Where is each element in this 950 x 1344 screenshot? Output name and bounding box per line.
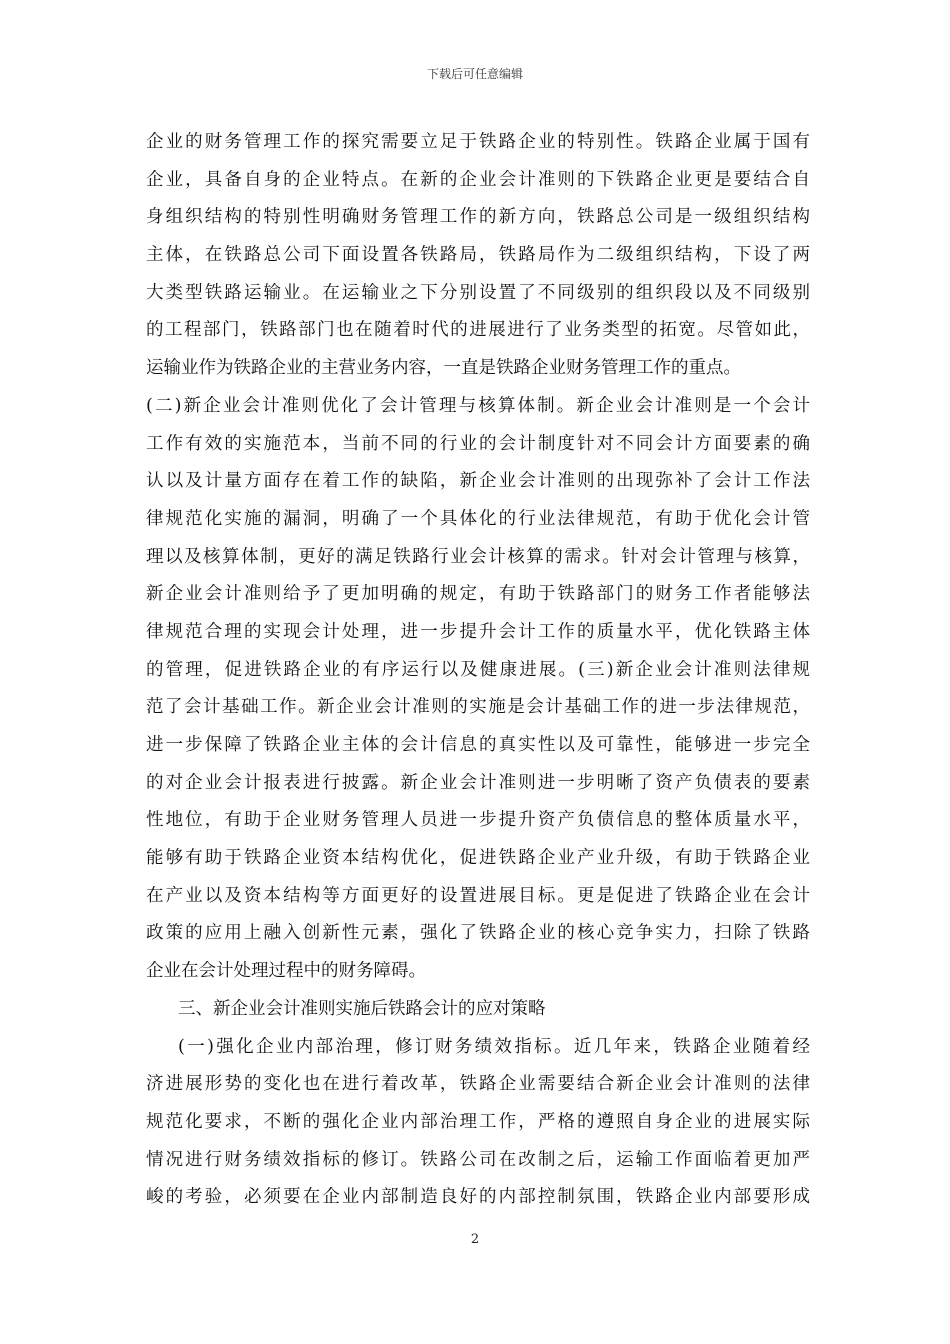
- body-line: 认以及计量方面存在着工作的缺陷，新企业会计准则的出现弥补了会计工作法: [146, 471, 810, 492]
- page-number: 2: [470, 1232, 480, 1247]
- body-line: 理以及核算体制，更好的满足铁路行业会计核算的需求。针对会计管理与核算，: [146, 546, 810, 567]
- document-body: [146, 124, 810, 1217]
- body-line: 性地位，有助于企业财务管理人员进一步提升资产负债信息的整体质量水平，: [146, 810, 810, 831]
- body-line: (一)强化企业内部治理，修订财务绩效指标。近几年来，铁路企业随着经: [178, 1036, 810, 1057]
- body-line: 企业，具备自身的企业特点。在新的企业会计准则的下铁路企业更是要结合自: [146, 169, 810, 190]
- body-line: 的工程部门，铁路部门也在随着时代的进展进行了业务类型的拓宽。尽管如此，: [146, 320, 810, 341]
- body-line: 新企业会计准则给予了更加明确的规定，有助于铁路部门的财务工作者能够法: [146, 584, 810, 605]
- body-line: 大类型铁路运输业。在运输业之下分别设置了不同级别的组织段以及不同级别: [146, 282, 810, 303]
- body-line: 范了会计基础工作。新企业会计准则的实施是会计基础工作的进一步法律规范，: [146, 697, 810, 718]
- body-line: 能够有助于铁路企业资本结构优化，促进铁路企业产业升级，有助于铁路企业: [146, 848, 810, 869]
- body-line: 在产业以及资本结构等方面更好的设置进展目标。更是促进了铁路企业在会计: [146, 885, 810, 906]
- body-line: 济进展形势的变化也在进行着改革，铁路企业需要结合新企业会计准则的法律: [146, 1074, 810, 1095]
- body-line: 规范化要求，不断的强化企业内部治理工作，严格的遵照自身企业的进展实际: [146, 1111, 810, 1132]
- body-line: 的对企业会计报表进行披露。新企业会计准则进一步明晰了资产负债表的要素: [146, 772, 810, 793]
- page-header: 下载后可任意编辑: [426, 67, 523, 81]
- body-line: 情况进行财务绩效指标的修订。铁路公司在改制之后，运输工作面临着更加严: [146, 1149, 810, 1170]
- body-line: 峻的考验，必须要在企业内部制造良好的内部控制氛围，铁路企业内部要形成: [146, 1187, 810, 1208]
- body-line: 工作有效的实施范本，当前不同的行业的会计制度针对不同会计方面要素的确: [146, 433, 810, 454]
- body-line: (二)新企业会计准则优化了会计管理与核算体制。新企业会计准则是一个会计: [146, 395, 810, 416]
- body-line: 企业在会计处理过程中的财务障碍。: [146, 961, 426, 982]
- body-line: 政策的应用上融入创新性元素，强化了铁路企业的核心竞争实力，扫除了铁路: [146, 923, 810, 944]
- section-heading: 三、新企业会计准则实施后铁路会计的应对策略: [178, 998, 546, 1019]
- body-line: 的管理，促进铁路企业的有序运行以及健康进展。(三)新企业会计准则法律规: [146, 659, 810, 680]
- body-line: 律规范合理的实现会计处理，进一步提升会计工作的质量水平，优化铁路主体: [146, 621, 810, 642]
- body-line: 运输业作为铁路企业的主营业务内容，一直是铁路企业财务管理工作的重点。: [146, 358, 741, 379]
- body-line: 主体，在铁路总公司下面设置各铁路局，铁路局作为二级组织结构，下设了两: [146, 245, 810, 266]
- body-line: 身组织结构的特别性明确财务管理工作的新方向，铁路总公司是一级组织结构: [146, 207, 810, 228]
- body-line: 律规范化实施的漏洞，明确了一个具体化的行业法律规范，有助于优化会计管: [146, 508, 810, 529]
- body-line: 企业的财务管理工作的探究需要立足于铁路企业的特别性。铁路企业属于国有: [146, 132, 810, 152]
- body-line: 进一步保障了铁路企业主体的会计信息的真实性以及可靠性，能够进一步完全: [146, 735, 810, 755]
